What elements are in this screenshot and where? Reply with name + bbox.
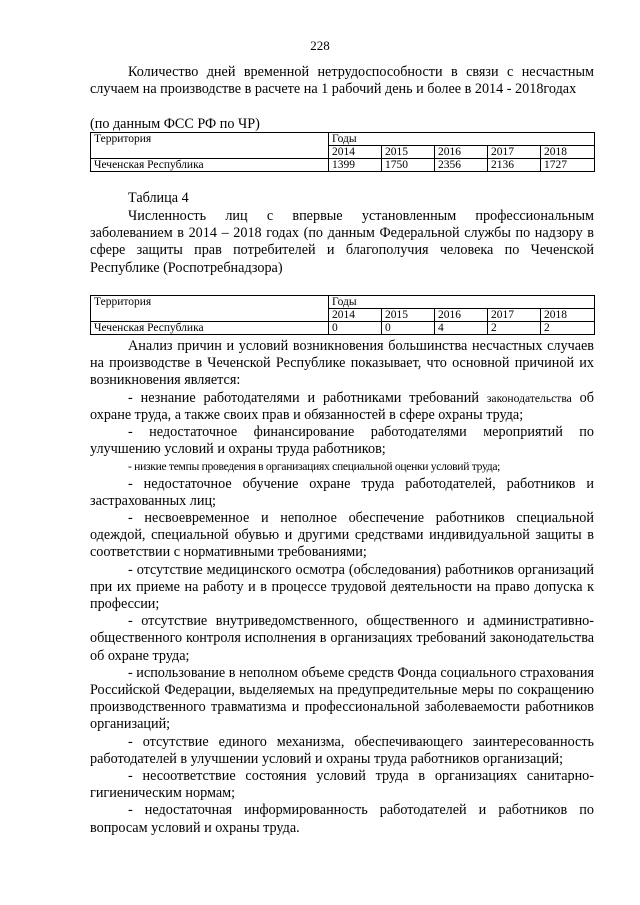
territory-header: Территория xyxy=(91,133,329,159)
list-item: - недостаточное обучение охране труда работодателей, работников и застрахованных лиц; xyxy=(90,475,594,509)
value-cell: 2 xyxy=(541,322,595,335)
value-cell: 0 xyxy=(382,322,435,335)
list-item: - недостаточная информированность работодателей и работников по вопросам условий и охраны труда. xyxy=(90,802,594,836)
section2-title: Численность лиц с впервые установленным профессиональным заболеванием в 2014 – 2018 годах (по данным Федеральной службы по надзору в сфере защиты прав потребителей и благополучия человека по Чеченской Республике (Роспотребнадзора) xyxy=(90,208,594,276)
list-item: - отсутствие внутриведомственного, общественного и административно-общественного контроля исполнения в организациях требований законодательства об охране труда; xyxy=(90,613,594,664)
table-label: Таблица 4 xyxy=(128,190,189,206)
list-item: - отсутствие единого механизма, обеспечивающего заинтересованность работодателей в улучшении условий и охраны труда работников организаций; xyxy=(90,733,594,767)
value-cell: 2356 xyxy=(435,159,488,172)
table-header-row xyxy=(91,296,595,309)
list-item: - отсутствие медицинского осмотра (обследования) работников организаций при их приеме на работу и в процессе трудовой деятельности на право допуска к профессии; xyxy=(90,561,594,613)
year-cell: 2017 xyxy=(488,309,541,322)
analysis-section xyxy=(90,338,594,837)
year-cell: 2015 xyxy=(382,309,435,322)
table-row xyxy=(91,322,595,335)
section1-source: (по данным ФСС РФ по ЧР) xyxy=(90,116,260,132)
year-cell: 2014 xyxy=(329,146,382,159)
territory-header: Территория xyxy=(91,296,329,322)
table-occupational-disease xyxy=(90,295,595,335)
year-cell: 2018 xyxy=(541,309,595,322)
table-work-disability-days xyxy=(90,132,595,172)
value-cell: 2 xyxy=(488,322,541,335)
years-header: Годы xyxy=(329,133,595,146)
table-header-row xyxy=(91,133,595,146)
section1-title: Количество дней временной нетрудоспособности в связи с несчастным случаем на производстве в расчете на 1 рабочий день и более в 2014 - 2018годах xyxy=(90,64,594,98)
list-item: - использование в неполном объеме средств Фонда социального страхования Российской Федерации, выделяемых на предупредительные меры по сокращению производственного травматизма и профессиональной заболеваемости работников организаций; xyxy=(90,664,594,733)
value-cell: 0 xyxy=(329,322,382,335)
region-cell: Чеченская Республика xyxy=(91,322,329,335)
year-cell: 2016 xyxy=(435,146,488,159)
year-cell: 2018 xyxy=(541,146,595,159)
list-item: - несвоевременное и неполное обеспечение работников специальной одеждой, специальной обувью и другими средствами индивидуальной защиты в соответствии с нормативными требованиями; xyxy=(90,510,594,561)
page-number: 228 xyxy=(310,38,330,53)
list-item: - недостаточное финансирование работодателями мероприятий по улучшению условий и охраны труда работников; xyxy=(90,424,594,458)
year-cell: 2016 xyxy=(435,309,488,322)
table-row xyxy=(91,159,595,172)
years-header: Годы xyxy=(329,296,595,309)
region-cell: Чеченская Республика xyxy=(91,159,329,172)
list-item: - несоответствие состояния условий труда в организациях санитарно-гигиеническим нормам; xyxy=(90,768,594,802)
year-cell: 2015 xyxy=(382,146,435,159)
year-cell: 2014 xyxy=(329,309,382,322)
list-item: - низкие темпы проведения в организациях специальной оценки условий труда; xyxy=(128,460,501,474)
value-cell: 1750 xyxy=(382,159,435,172)
value-cell: 4 xyxy=(435,322,488,335)
value-cell: 1727 xyxy=(541,159,595,172)
year-cell: 2017 xyxy=(488,146,541,159)
value-cell: 1399 xyxy=(329,159,382,172)
value-cell: 2136 xyxy=(488,159,541,172)
analysis-intro: Анализ причин и условий возникновения большинства несчастных случаев на производстве в Чеченской Республике показывает, что основной причиной их возникновения является: xyxy=(90,338,594,389)
list-item: - незнание работодателями и работниками требований законодательства об охране труда, а также своих прав и обязанностей в сфере охраны труда; xyxy=(90,389,594,423)
